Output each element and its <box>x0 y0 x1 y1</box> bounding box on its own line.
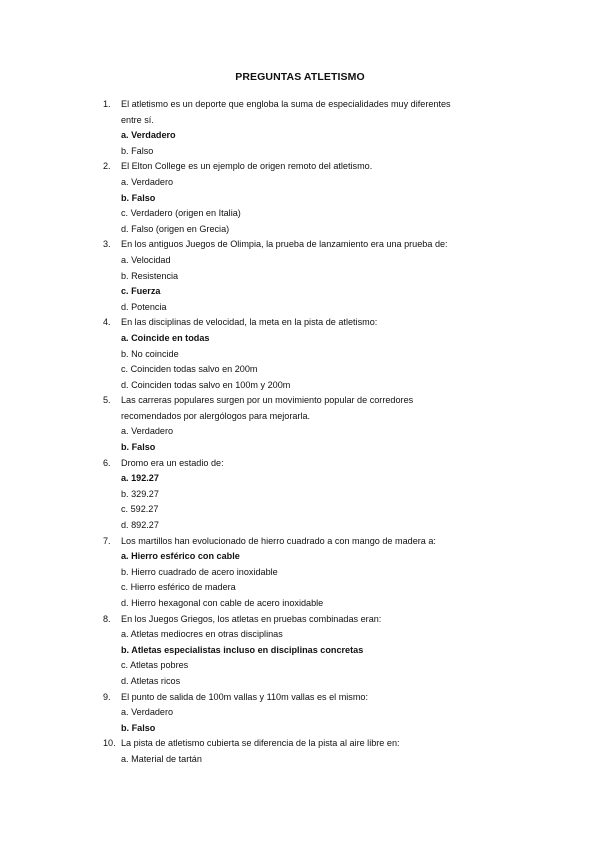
question-item <box>0 237 600 315</box>
question-line <box>0 690 600 706</box>
answer-option-correct: a. 192.27 <box>121 473 159 484</box>
answer-option: a. Material de tartán <box>121 753 202 764</box>
question-line <box>0 315 600 331</box>
answer-option-correct: a. Coincide en todas <box>121 332 210 343</box>
question-line <box>0 534 600 550</box>
question-line <box>0 736 600 752</box>
question-line <box>0 97 600 113</box>
question-text: En los antiguos Juegos de Olimpia, la prueba de lanzamiento era una prueba de: <box>121 239 448 250</box>
question-line <box>0 409 600 425</box>
answer-option: c. 592.27 <box>121 504 159 515</box>
question-item <box>0 612 600 690</box>
question-text: En las disciplinas de velocidad, la meta en la pista de atletismo: <box>121 317 378 328</box>
question-number: 3. <box>103 239 111 250</box>
question-item <box>0 159 600 237</box>
question-number: 6. <box>103 457 111 468</box>
question-number: 10. <box>103 738 116 749</box>
question-number: 9. <box>103 691 111 702</box>
question-text: Los martillos han evolucionado de hierro cuadrado a con mango de madera a: <box>121 535 436 546</box>
question-number: 7. <box>103 535 111 546</box>
question-text: entre sí. <box>121 114 154 125</box>
answer-option: b. No coincide <box>121 348 179 359</box>
answer-option: d. Atletas ricos <box>121 675 181 686</box>
question-text: El Elton College es un ejemplo de origen remoto del atletismo. <box>121 161 373 172</box>
answer-option-correct: a. Verdadero <box>121 130 176 141</box>
question-text: La pista de atletismo cubierta se diferencia de la pista al aire libre en: <box>121 738 400 749</box>
question-text: El atletismo es un deporte que engloba la suma de especialidades muy diferentes <box>121 99 451 109</box>
answer-option-correct: b. Falso <box>121 192 156 203</box>
answer-option-correct: b. Falso <box>121 442 156 453</box>
question-item <box>0 534 600 612</box>
question-line <box>0 113 600 129</box>
question-text: El punto de salida de 100m vallas y 110m vallas es el mismo: <box>121 691 369 702</box>
answer-option: d. 892.27 <box>121 520 159 531</box>
answer-option: a. Verdadero <box>121 176 174 187</box>
question-line <box>0 612 600 628</box>
answer-option: b. Resistencia <box>121 270 179 281</box>
question-item <box>0 393 600 455</box>
question-item <box>0 690 600 737</box>
question-list <box>0 97 600 768</box>
page-title: PREGUNTAS ATLETISMO <box>235 71 365 83</box>
answer-option-correct: a. Hierro esférico con cable <box>121 551 240 562</box>
answer-option: d. Falso (origen en Grecia) <box>121 223 230 234</box>
question-number: 8. <box>103 613 111 624</box>
answer-option: d. Potencia <box>121 301 167 312</box>
question-line <box>0 456 600 472</box>
answer-option: a. Verdadero <box>121 426 174 437</box>
question-text: En los Juegos Griegos, los atletas en pruebas combinadas eran: <box>121 613 382 624</box>
answer-option: d. Hierro hexagonal con cable de acero inoxidable <box>121 598 324 608</box>
question-number: 5. <box>103 395 111 406</box>
answer-option: b. Falso <box>121 145 154 156</box>
question-number: 2. <box>103 161 111 172</box>
question-text: recomendados por alergólogos para mejorarla. <box>121 410 311 421</box>
question-number: 4. <box>103 317 111 328</box>
question-line <box>0 159 600 175</box>
answer-option-correct: c. Fuerza <box>121 286 161 297</box>
answer-option: c. Coinciden todas salvo en 200m <box>121 364 258 375</box>
answer-option: b. 329.27 <box>121 488 159 499</box>
answer-option: d. Coinciden todas salvo en 100m y 200m <box>121 379 291 390</box>
answer-option: c. Hierro esférico de madera <box>121 582 236 593</box>
answer-option: a. Atletas mediocres en otras disciplinas <box>121 629 283 640</box>
question-item <box>0 97 600 159</box>
answer-option: a. Velocidad <box>121 254 171 265</box>
answer-option: c. Atletas pobres <box>121 660 189 671</box>
question-text: Dromo era un estadio de: <box>121 457 224 468</box>
question-item <box>0 315 600 393</box>
question-number: 1. <box>103 99 111 109</box>
question-item <box>0 456 600 534</box>
answer-option: b. Hierro cuadrado de acero inoxidable <box>121 566 278 577</box>
answer-option-correct: b. Falso <box>121 722 156 733</box>
question-item <box>0 736 600 767</box>
answer-option: c. Verdadero (origen en Italia) <box>121 208 241 219</box>
answer-option-correct: b. Atletas especialistas incluso en disciplinas concretas <box>121 644 364 655</box>
answer-option: a. Verdadero <box>121 707 174 718</box>
question-text: Las carreras populares surgen por un movimiento popular de corredores <box>121 395 414 406</box>
question-line <box>0 393 600 409</box>
question-line <box>0 237 600 253</box>
